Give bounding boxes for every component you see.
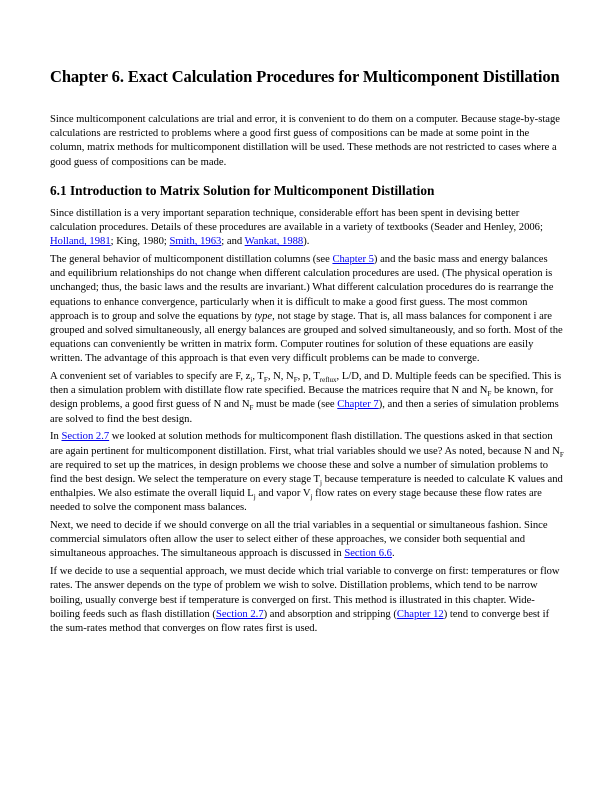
subscript: reflux <box>319 376 337 385</box>
text: because temperature is needed to calculate K values and enthalpies. We also estimate the overall liquid L <box>50 473 563 500</box>
text: If we decide to use a sequential approach, we must decide which trial variable to converge on first: temperatures or flow rates. The answer depends on the type of problem we wish to solve. Distillation problems, which tend to be narrow boiling, usually converge best if temperature is converged on first. This method is illustrated in this chapter. Wide-boiling feeds such as flash distillation ( <box>50 566 560 620</box>
paragraph-5 <box>50 519 564 562</box>
subscript: j <box>310 493 313 502</box>
text: Since distillation is a very important separation technique, considerable effort has been spent in devising better calculation procedures. Details of these procedures are available in a variety of textbooks (Seader and Henley, 2006; <box>50 207 543 234</box>
link-section-2-7[interactable]: Section 2.7 <box>61 431 110 443</box>
subscript: F <box>263 376 268 385</box>
paragraph-2 <box>50 253 564 367</box>
subscript: F <box>559 450 564 459</box>
text: must be made (see <box>253 399 338 411</box>
text: ), and then a series of simulation problems are solved to find the best design. <box>50 399 559 425</box>
text: Next, we need to decide if we should converge on all the trial variables in a sequential or simultaneous fashion. Since commercial simulators often allow the user to select either of these approaches, we consider both sequential and simultaneous approaches. The simultaneous approach is discussed in <box>50 520 548 560</box>
text: are required to set up the matrices, in design problems we choose these and solve a number of simulation problems to find the best design. We select the temperature on every stage T <box>50 459 549 485</box>
paragraph-1 <box>50 207 564 250</box>
text: flow rates on every stage because these flow rates are needed to solve the component mass balances. <box>50 488 542 514</box>
text: , not stage by stage. That is, all mass balances for component i are grouped and solved simultaneously, all energy balances are grouped and solved simultaneously, and so forth. Most of the equations can conveniently be written in matrix form. Computer routines for solution of these equations are easily written. The advantage of this approach is that even very difficult problems can be made to converge. <box>50 310 563 365</box>
text: . <box>391 548 395 560</box>
paragraph-3 <box>50 370 564 427</box>
text: ; King, 1980; <box>110 236 170 248</box>
paragraph-6 <box>50 565 564 636</box>
link-section-6-6[interactable]: Section 6.6 <box>344 548 392 560</box>
link-chapter-5[interactable]: Chapter 5 <box>332 253 374 265</box>
link-holland-1981[interactable]: Holland, 1981 <box>50 236 111 248</box>
intro-paragraph: Since multicomponent calculations are trial and error, it is convenient to do them on a computer. Because stage-by-stage calculations are restricted to problems where a good first guess of compositions can be made at some point in the column, matrix methods for multicomponent distillation will be used. These methods are not restricted to cases where a good guess of compositions can be made. <box>50 114 560 168</box>
link-chapter-7[interactable]: Chapter 7 <box>337 399 379 411</box>
subscript: F <box>293 376 298 385</box>
link-section-2-7[interactable]: Section 2.7 <box>215 608 264 620</box>
text: ). <box>303 236 310 248</box>
text: The general behavior of multicomponent distillation columns (see <box>50 253 333 265</box>
text: , T <box>252 371 264 383</box>
text: In <box>50 431 62 443</box>
text: , L/D, and D. Multiple feeds can be specified. This is then a simulation problem with distillate flow rate specified. Because the matrices require that N and N <box>50 371 562 397</box>
subscript: j <box>319 479 322 488</box>
link-smith-1963[interactable]: Smith, 1963 <box>169 236 222 248</box>
section-title: 6.1 Introduction to Matrix Solution for Multicomponent Distillation <box>50 182 435 198</box>
text: ) tend to converge best if the sum-rates method that converges on flow rates first is used. <box>50 608 550 634</box>
subscript: F <box>249 404 254 413</box>
text: we looked at solution methods for multicomponent flash distillation. The questions asked in that section are again pertinent for multicomponent distillation. First, what trial variables should we use? As noted, because N and N <box>50 431 560 457</box>
subscript: i <box>250 376 253 385</box>
emphasis-type: type <box>254 310 273 322</box>
text: be known, for design problems, a good first guess of N and N <box>50 385 554 411</box>
chapter-title: Chapter 6. Exact Calculation Procedures for Multicomponent Distillation <box>50 67 560 86</box>
text: , p, T <box>297 371 320 383</box>
link-wankat-1988[interactable]: Wankat, 1988 <box>244 236 304 248</box>
text: ) and absorption and stripping ( <box>263 608 397 620</box>
subscript: j <box>253 493 256 502</box>
link-chapter-12[interactable]: Chapter 12 <box>396 608 444 620</box>
subscript: F <box>487 390 492 399</box>
text: , N, N <box>267 371 294 383</box>
text: and vapor V <box>255 488 311 500</box>
text: ) and the basic mass and energy balances and equilibrium relationships do not change when different calculation procedures are used. (The physical operation is unchanged; thus, the basic laws and the results are invariant.) What different calculation procedures do is rearrange the equations to enhance convergence, particularly when it is difficult to make a good first guess. The most common approach is to group and solve the equations by <box>50 253 554 322</box>
text: ; and <box>221 236 245 248</box>
text: A convenient set of variables to specify are F, z <box>50 371 251 383</box>
paragraph-4 <box>50 430 564 515</box>
